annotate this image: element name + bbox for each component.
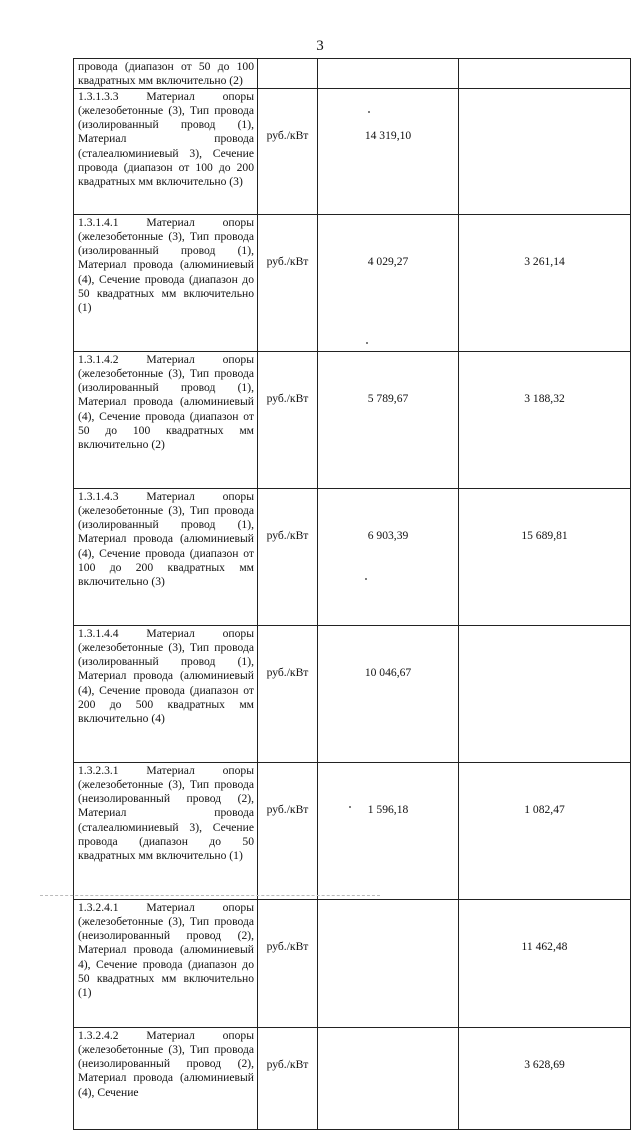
value2-cell: 3 628,69 — [459, 1028, 631, 1130]
value2-cell: 11 462,48 — [459, 900, 631, 1028]
description-cell: 1.3.1.3.3 Материал опоры (железобетонные (3), Тип провода (изолированный провод (1), Материал провода (сталеалюминиевый 3), Сечение провода (диапазон от 100 до 200 квадратных мм включительно (3) — [74, 89, 258, 215]
value1-cell — [318, 1028, 459, 1130]
value2-cell: 15 689,81 — [459, 489, 631, 626]
table-row — [74, 59, 631, 89]
value2-cell: 3 188,32 — [459, 352, 631, 489]
description-cell: 1.3.1.4.1 Материал опоры (железобетонные (3), Тип провода (изолированный провод (1), Материал провода (алюминиевый (4), Сечение провода (диапазон до 50 квадратных мм включительно (1) — [74, 215, 258, 352]
table-row — [74, 1028, 631, 1130]
table-row — [74, 900, 631, 1028]
scan-speck — [366, 342, 368, 344]
scan-edge-line — [40, 895, 380, 897]
tariff-table — [73, 58, 631, 1130]
value1-cell: 6 903,39 — [318, 489, 459, 626]
unit-cell: руб./кВт — [258, 489, 318, 626]
page-number: 3 — [316, 38, 324, 54]
table-row — [74, 489, 631, 626]
unit-cell: руб./кВт — [258, 763, 318, 900]
unit-cell — [258, 59, 318, 89]
table-row — [74, 763, 631, 900]
value1-cell — [318, 900, 459, 1028]
description-cell: 1.3.1.4.3 Материал опоры (железобетонные (3), Тип провода (изолированный провод (1), Материал провода (алюминиевый (4), Сечение провода (диапазон от 100 до 200 квадратных мм включительно (3) — [74, 489, 258, 626]
table-row — [74, 352, 631, 489]
value2-cell: 1 082,47 — [459, 763, 631, 900]
value2-cell — [459, 626, 631, 763]
description-cell: 1.3.2.3.1 Материал опоры (железобетонные (3), Тип провода (неизолированный провод (2), Материал провода (сталеалюминиевый 3), Сечение провода (диапазон до 50 квадратных мм включительно (1) — [74, 763, 258, 900]
scan-speck — [349, 806, 351, 808]
unit-cell: руб./кВт — [258, 89, 318, 215]
value1-cell — [318, 59, 459, 89]
unit-cell: руб./кВт — [258, 215, 318, 352]
continuation-cell: провода (диапазон от 50 до 100 квадратных мм включительно (2) — [74, 59, 258, 89]
unit-cell: руб./кВт — [258, 626, 318, 763]
description-cell: 1.3.1.4.2 Материал опоры (железобетонные (3), Тип провода (изолированный провод (1), Материал провода (алюминиевый (4), Сечение провода (диапазон от 50 до 100 квадратных мм включительно (2) — [74, 352, 258, 489]
table-row — [74, 626, 631, 763]
unit-cell: руб./кВт — [258, 352, 318, 489]
value1-cell: 4 029,27 — [318, 215, 459, 352]
description-cell: 1.3.2.4.1 Материал опоры (железобетонные (3), Тип провода (неизолированный провод (2), Материал провода (алюминиевый 4), Сечение провода (диапазон до 50 квадратных мм включительно (1) — [74, 900, 258, 1028]
value2-cell: 3 261,14 — [459, 215, 631, 352]
value1-cell: 1 596,18 — [318, 763, 459, 900]
table-row — [74, 215, 631, 352]
scan-speck — [368, 111, 370, 113]
unit-cell: руб./кВт — [258, 1028, 318, 1130]
unit-cell: руб./кВт — [258, 900, 318, 1028]
value2-cell — [459, 89, 631, 215]
value1-cell: 14 319,10 — [318, 89, 459, 215]
value1-cell: 5 789,67 — [318, 352, 459, 489]
value2-cell — [459, 59, 631, 89]
description-cell: 1.3.1.4.4 Материал опоры (железобетонные (3), Тип провода (изолированный провод (1), Материал провода (алюминиевый (4), Сечение провода (диапазон от 200 до 500 квадратных мм включительно (4) — [74, 626, 258, 763]
table-row — [74, 89, 631, 215]
description-cell: 1.3.2.4.2 Материал опоры (железобетонные (3), Тип провода (неизолированный провод (2), Материал провода (алюминиевый (4), Сечение — [74, 1028, 258, 1130]
value1-cell: 10 046,67 — [318, 626, 459, 763]
scan-speck — [365, 578, 367, 580]
